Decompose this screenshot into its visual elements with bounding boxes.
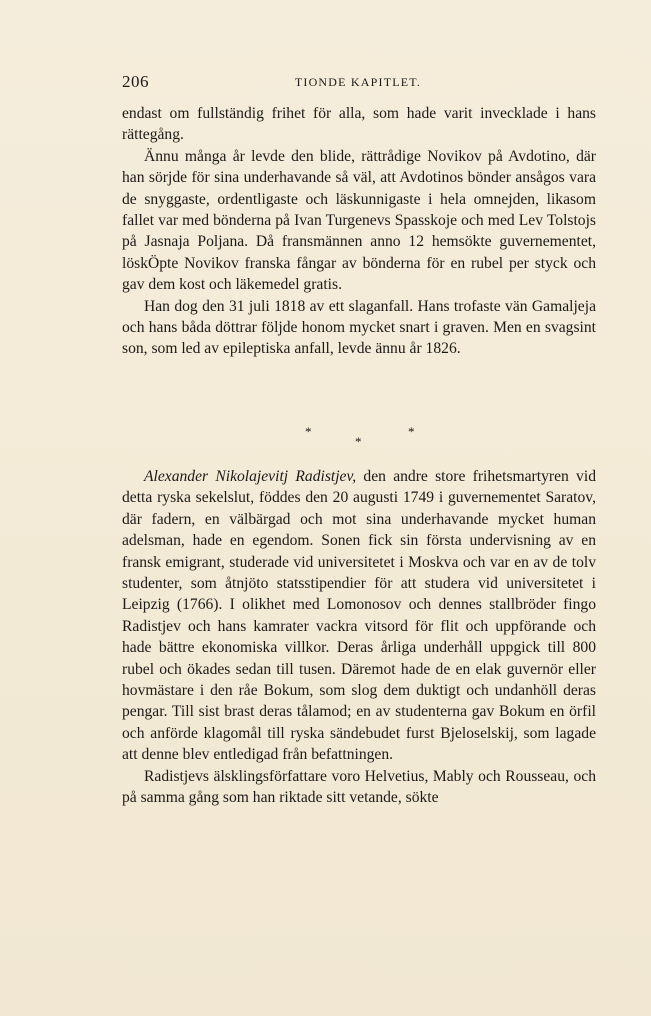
page-header: [120, 72, 596, 94]
paragraph-novikov-death: Han dog den 31 juli 1818 av ett slaganfall. Hans trofaste vän Gamaljeja och hans båda döttrar följde honom mycket snart i graven. Men en svagsint son, som led av epileptiska anfall, levde ännu år 1826.: [122, 297, 596, 358]
radistjev-intro-text: den andre store frihetsmartyren vid detta ryska sekelslut, föddes den 20 augusti 1749 i guvernementet Saratov, där fadern, en välbärgad och mot sina underhavande mycket human adelsman, hade en egendom. Sonen fick sin första undervisning av en fransk emigrant, studerade vid universitetet i Moskva och var en av de tolv studenter, som åtnjöto statsstipendier för att studera vid universitetet i Leipzig (1766). I olikhet med Lomonosov och dennes stallbröder fingo Radistjev och hans kamrater vackra vitsord för flit och uppförande och hade bättre ekonomiska villkor. Deras årliga underhåll uppgick till 800 rubel och ökades sedan till tusen. Däremot hade de en elak guvernör eller hovmästare i den råe Bokum, som slog dem duktigt och undanhöll deras pengar. Till sist brast deras tålamod; en av studenterna gav Bokum en örfil och anförde klagomål till ryska sändebudet furst Bjeloselskij, som lagade att denne blev entledigad från befattningen.: [122, 468, 596, 764]
running-head: TIONDE KAPITLET.: [294, 75, 422, 89]
paragraph-radistjev-intro: [122, 466, 596, 766]
text-block-radistjev: [122, 466, 596, 809]
paragraph-continuation: endast om fullständig frihet för alla, som hade varit invecklade i hans rättegång.: [122, 105, 596, 144]
section-divider-asterisks: [295, 420, 425, 456]
page-number: 206: [122, 72, 149, 91]
asterisk: *: [408, 424, 415, 439]
text-block-before-divider: [122, 103, 596, 360]
asterisk: *: [355, 434, 362, 449]
radistjev-name-italic: Alexander Nikolajevitj Radistjev,: [144, 468, 357, 485]
paragraph-novikov-avdotino: Ännu många år levde den blide, rättrådige Novikov på Avdotino, där han sörjde för sina underhavande så väl, att Avdotinos bönder ansågos vara de snyggaste, ordentligaste och läskunnigaste i hela omnejden, likasom fallet var med bönderna på Ivan Turgenevs Spasskoje och med Lev Tolstojs på Jasnaja Poljana. Då fransmännen anno 12 hemsökte guvernementet, löskÖpte Novikov franska fångar av bönderna för en rubel per styck och gav dem kost och läkemedel gratis.: [122, 147, 596, 294]
asterisk: *: [305, 424, 312, 439]
paragraph-radistjev-authors: Radistjevs älsklingsförfattare voro Helvetius, Mably och Rousseau, och på samma gång som han riktade sitt vetande, sökte: [122, 767, 596, 807]
